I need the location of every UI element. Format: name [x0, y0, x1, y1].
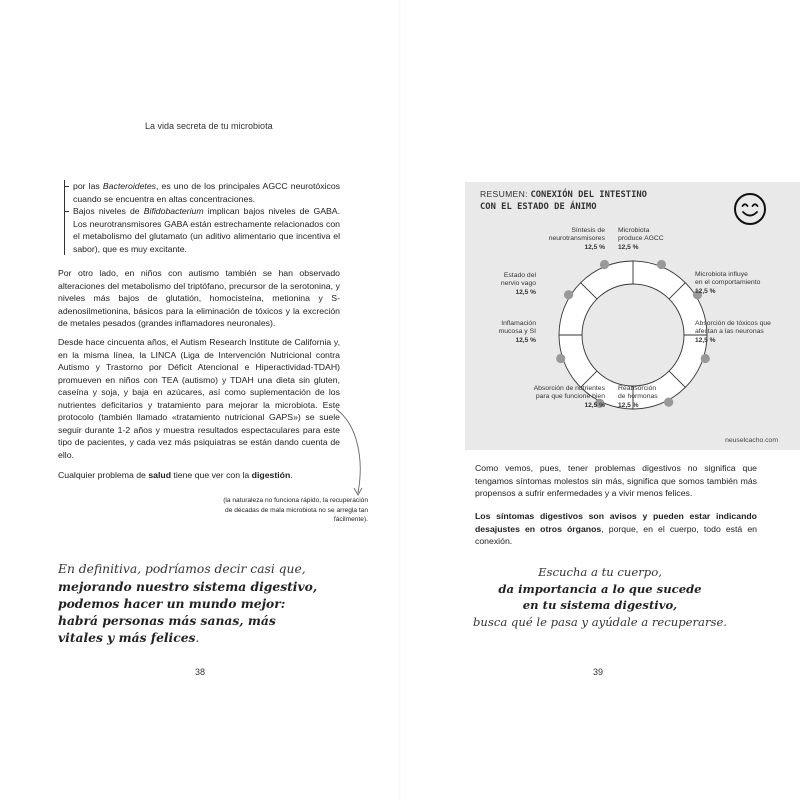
bullet-list — [58, 180, 340, 255]
quote-line: Escucha a tu cuerpo, — [538, 565, 662, 579]
page-number-right: 39 — [593, 667, 604, 677]
quote-line: podemos hacer un mundo mejor: — [58, 596, 286, 611]
right-page — [400, 0, 800, 800]
quote-end: . — [195, 631, 200, 645]
summary-title-strong: CON EL ESTADO DE ÁNIMO — [480, 202, 597, 212]
label-line: para que funcione bien — [535, 393, 605, 401]
label-line: en el comportamiento — [695, 279, 761, 287]
text-run: tiene que ver con la — [171, 470, 252, 480]
bullet-item — [58, 180, 340, 205]
label-pct: 12,5 % — [695, 336, 716, 344]
label-line: nervio vago — [500, 280, 536, 288]
bullet-emphasis: Bifidobacterium — [143, 206, 204, 216]
label-line: neurotransmisores — [548, 235, 605, 243]
margin-note: (la naturaleza no funciona rápido, la recuperación de décadas de mala microbiota no se arregla tan fácilmente). — [223, 497, 368, 523]
label-line: Absorción de tóxicos que — [695, 320, 771, 327]
label-line: mucosa y SI — [498, 328, 536, 336]
label-line: Estado del — [503, 272, 536, 279]
quote-bold-run: vitales y más felices — [58, 630, 196, 645]
wheel-node — [657, 260, 666, 269]
label-line: Microbiota influye — [695, 271, 748, 278]
label-pct: 12,5 % — [618, 401, 639, 409]
label-pct: 12,5 % — [515, 288, 536, 296]
quote-line: en tu sistema digestivo, — [522, 598, 678, 613]
running-head: La vida secreta de tu microbiota — [145, 121, 273, 131]
bold-statement: Los síntomas digestivos son avisos y pueden estar indicando desajustes en otros órganos — [475, 511, 757, 534]
wheel-node — [600, 260, 609, 269]
summary-box — [465, 182, 800, 450]
quote-line: mejorando nuestro sistema digestivo, — [58, 579, 318, 594]
label-line: Reabsorción — [618, 385, 657, 392]
quote-line: En definitiva, podríamos decir casi que, — [58, 562, 306, 576]
quote-line: busca qué le pasa y ayúdale a recuperarse. — [473, 614, 727, 629]
quote-line: habrá personas más sanas, más — [58, 613, 276, 628]
quote-line: da importancia a lo que sucede — [498, 581, 702, 596]
wheel-label — [470, 320, 536, 345]
wheel-label — [470, 272, 536, 297]
wheel-label — [695, 271, 795, 296]
label-pct: 12,5 % — [584, 401, 605, 409]
wheel-label — [618, 385, 708, 410]
label-line: Microbiota — [618, 227, 650, 234]
paragraph-autism-institute: Desde hace cincuenta años, el Autism Research Institute de California y, en la misma línea, la LINCA (Liga de Intervención Nutricional contra Autismo y Trastorno por Déficit Atencional e Hiperactividad-TDAH) promueven en niños con TEA (autismo) y TDAH una dieta sin gluten, caseína y soja, y baja en azúcares, así como suplementación de los nutrientes deficitarios y tratamiento para mejorar la microbiota. Este protocolo (también llamado «tratamiento nutricional GAPS») se suele seguir durante 1-2 años y muestra resultados espectaculares para este tipo de pacientes, y cada vez más psiquiatras se están dando cuenta de ello. — [58, 337, 340, 460]
paragraph-digestive-problems: Como vemos, pues, tener problemas digestivos no significa que tengamos síntomas molestos sin más, significa que somos también más propensos a sufrir enfermedades y a vivir menos felices. — [475, 463, 757, 498]
bold-word-digestion: digestión — [251, 470, 291, 480]
bullet-item — [58, 205, 340, 255]
source-credit: neuselcacho.com — [725, 437, 778, 444]
label-line: afectan a las neuronas — [695, 328, 764, 336]
wheel-node — [701, 354, 710, 363]
pull-quote-left — [58, 561, 358, 647]
page-number-left: 38 — [195, 667, 206, 677]
label-line: Síntesis de — [571, 227, 605, 234]
bullet-emphasis: Bacteroidetes — [102, 181, 156, 191]
wheel-outline — [582, 284, 684, 386]
bullet-text: , es uno de los principales AGCC neurotóxicos cuando se encuentra en altas concentraciones. — [73, 181, 340, 204]
wheel-label — [517, 227, 605, 252]
summary-title-strong: CONEXIÓN DEL INTESTINO — [530, 190, 647, 200]
label-pct: 12,5 % — [695, 287, 716, 295]
text-run: . — [290, 470, 293, 480]
pull-quote-right — [460, 564, 740, 630]
wheel-node — [556, 354, 565, 363]
text-run: Cualquier problema de — [58, 470, 149, 480]
text-run: , porque, en el cuerpo, todo está en conexión. — [475, 523, 758, 546]
label-line: produce AGCC — [618, 235, 664, 243]
bullet-text: implican bajos niveles de GABA. Los neurotransmisores GABA están estrechamente relacionados con el metabolismo del glutamato (un aditivo alimentario que incentiva el sabor), que es muy excitante. — [73, 206, 340, 254]
quote-line — [58, 629, 358, 647]
bullet-text: Bajos niveles de — [73, 206, 144, 216]
label-line: de hormonas — [618, 393, 658, 401]
paragraph-symptoms-warning — [475, 510, 757, 548]
bold-word-health: salud — [148, 470, 172, 480]
bullet-text: por las — [73, 181, 103, 191]
wheel-label — [695, 320, 800, 345]
paragraph-metabolism: Por otro lado, en niños con autismo también se han observado alteraciones del metabolismo del triptófano, precursor de la serotonina, y niveles más bajos de glutatión, homocisteína, metionina y S-adenosilmetionina, básicos para la eliminación de tóxicos y la excreción de metales pesados (grandes inflamadores neuronales). — [58, 268, 340, 328]
label-line: Absorción de nutrientes — [533, 385, 605, 392]
label-line: Inflamación — [501, 320, 536, 327]
label-pct: 12,5 % — [618, 243, 639, 251]
curved-arrow-icon — [330, 405, 370, 500]
summary-title-lead: RESUMEN: — [480, 189, 531, 199]
label-pct: 12,5 % — [515, 336, 536, 344]
wheel-label — [490, 385, 605, 410]
paragraph-health-digestion — [58, 469, 340, 482]
wheel-node — [564, 290, 573, 299]
wheel-label — [618, 227, 708, 252]
label-pct: 12,5 % — [584, 243, 605, 251]
